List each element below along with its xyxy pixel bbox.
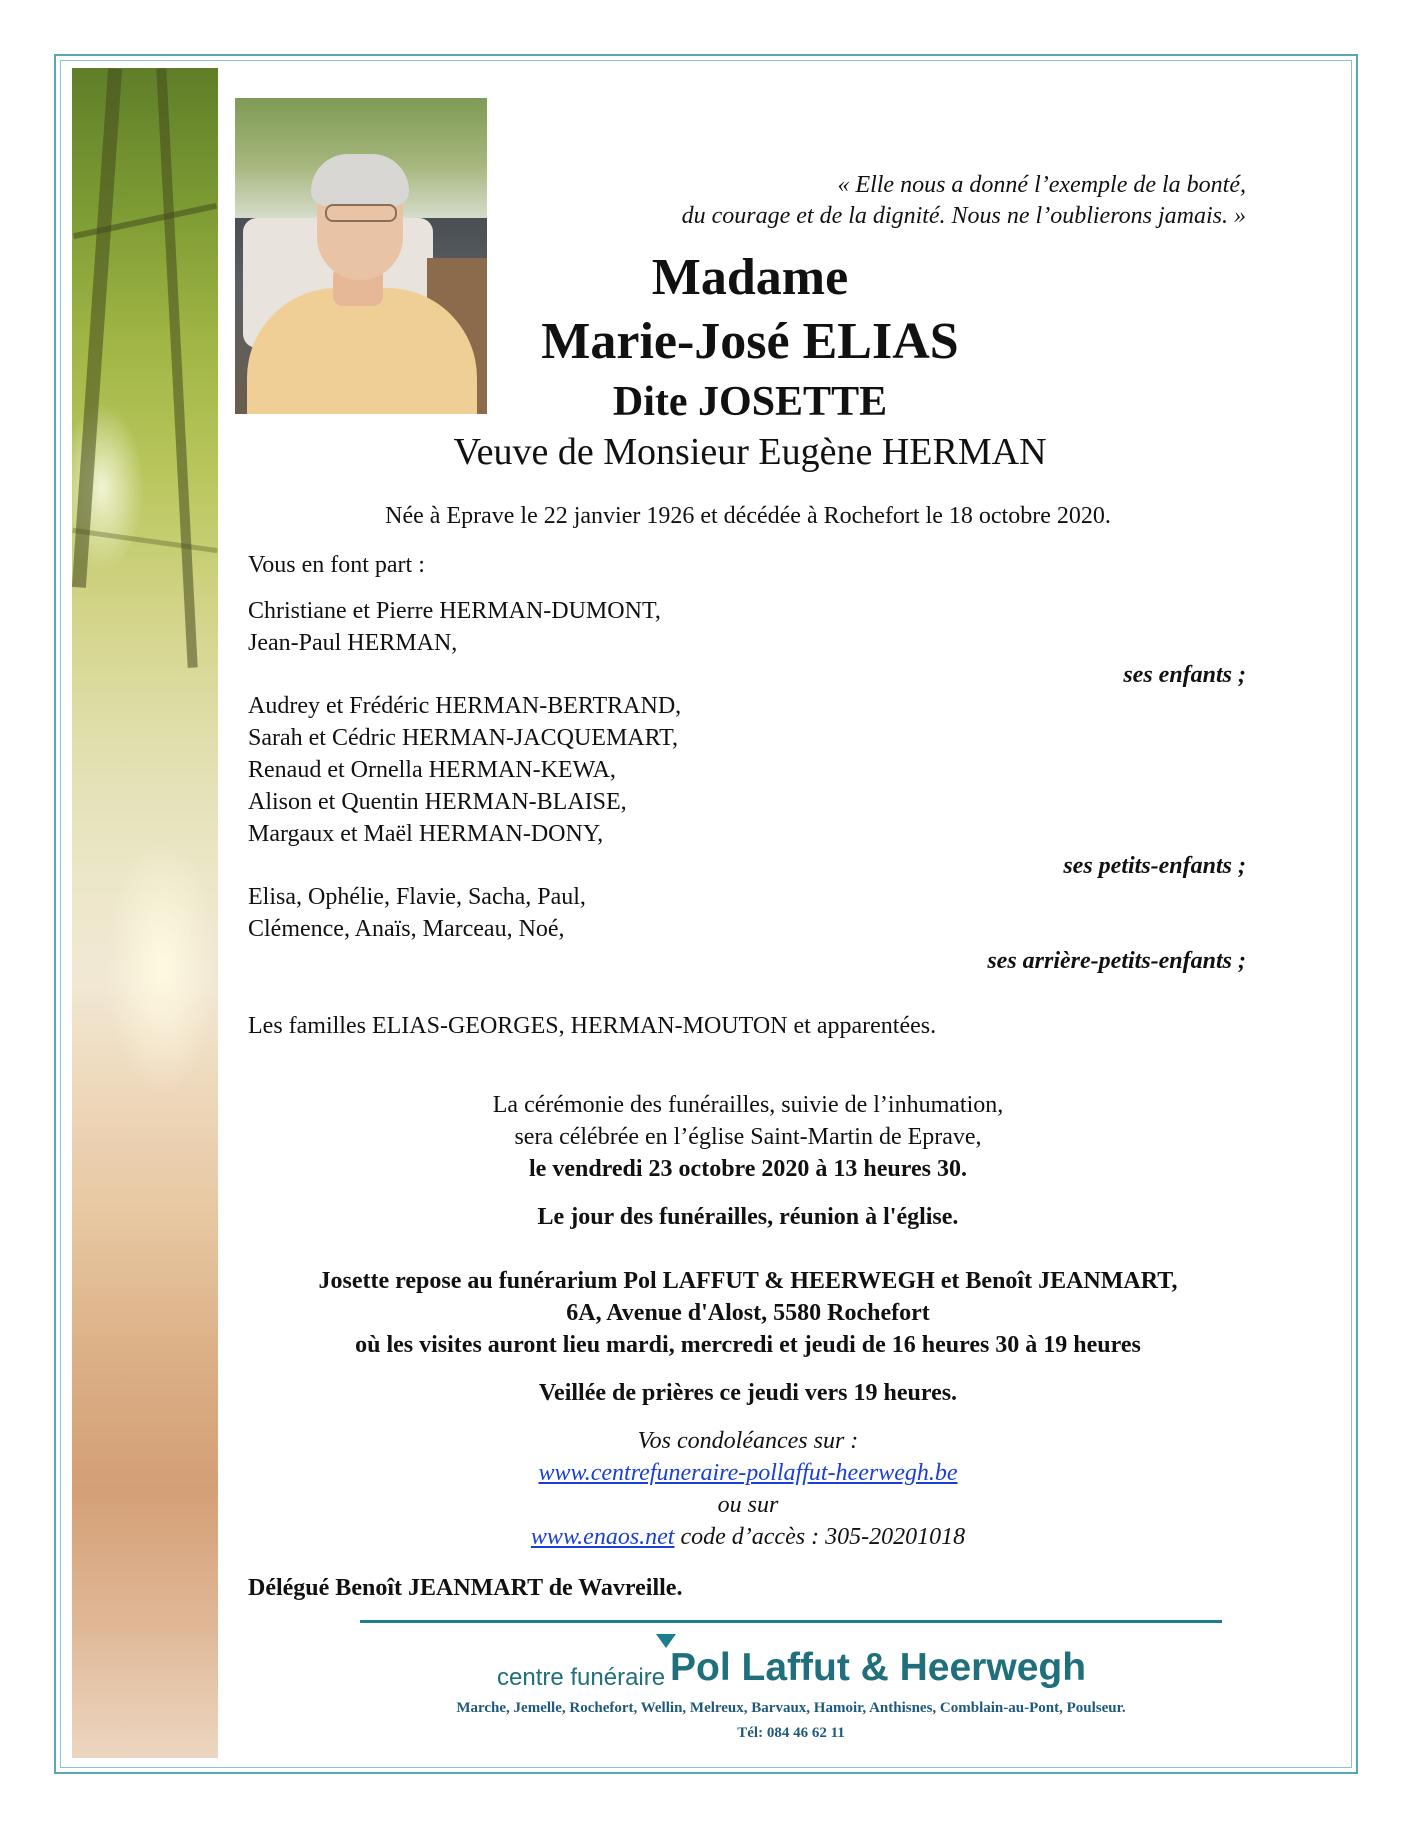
family-member: Margaux et Maël HERMAN-DONY, — [248, 821, 604, 847]
family-member: Renaud et Ornella HERMAN-KEWA, — [248, 757, 616, 783]
family-member: Alison et Quentin HERMAN-BLAISE, — [248, 789, 627, 815]
families-line: Les familles ELIAS-GEORGES, HERMAN-MOUTON et apparentées. — [248, 1013, 937, 1039]
access-code: code d’accès : 305-20201018 — [674, 1524, 966, 1550]
footer-divider — [360, 1620, 1222, 1623]
quote-line-1: « Elle nous a donné l’exemple de la bonté, — [837, 172, 1246, 198]
children-label: ses enfants ; — [1123, 662, 1246, 688]
brand-small-text: centre funéraire — [497, 1664, 666, 1691]
quote-line-2: du courage et de la dignité. Nous ne l’oublierons jamais. » — [681, 203, 1246, 229]
funerarium-address: 6A, Avenue d'Alost, 5580 Rochefort — [566, 1300, 930, 1326]
footer-phone: Tél: 084 46 62 11 — [737, 1725, 845, 1741]
ceremony-line-1: La cérémonie des funérailles, suivie de l’inhumation, — [492, 1092, 1004, 1118]
ceremony-meeting: Le jour des funérailles, réunion à l'église. — [537, 1204, 959, 1230]
widow-of: Veuve de Monsieur Eugène HERMAN — [453, 431, 1047, 473]
footer-towns: Marche, Jemelle, Rochefort, Wellin, Melreux, Barvaux, Hamoir, Anthisnes, Comblain-au-Pont, Poulseur. — [456, 1700, 1126, 1716]
forest-path-decorative-image — [72, 68, 218, 1758]
funerarium-line-1: Josette repose au funérarium Pol LAFFUT & HEERWEGH et Benoît JEANMART, — [318, 1268, 1178, 1294]
brand-logo-text: Pol Laffut & Heerwegh — [670, 1646, 1087, 1689]
family-member: Jean-Paul HERMAN, — [248, 630, 458, 656]
condolences-or: ou sur — [717, 1492, 779, 1518]
visiting-hours: où les visites auront lieu mardi, mercredi et jeudi de 16 heures 30 à 19 heures — [355, 1332, 1141, 1358]
grandchildren-label: ses petits-enfants ; — [1063, 853, 1246, 879]
family-member: Elisa, Ophélie, Flavie, Sacha, Paul, — [248, 884, 586, 910]
ceremony-date: le vendredi 23 octobre 2020 à 13 heures 30. — [529, 1156, 967, 1182]
family-member: Sarah et Cédric HERMAN-JACQUEMART, — [248, 725, 679, 751]
birth-death-dates: Née à Eprave le 22 janvier 1926 et décédée à Rochefort le 18 octobre 2020. — [385, 503, 1111, 529]
announcement-intro: Vous en font part : — [248, 552, 425, 578]
great-grandchildren-label: ses arrière-petits-enfants ; — [987, 948, 1246, 974]
condolences-link-2[interactable]: www.enaos.net — [530, 1524, 675, 1550]
condolences-intro: Vos condoléances sur : — [637, 1428, 859, 1454]
vigil-line: Veillée de prières ce jeudi vers 19 heures. — [538, 1380, 958, 1406]
condolences-link-1[interactable]: www.centrefuneraire-pollaffut-heerwegh.be — [538, 1460, 958, 1486]
family-member: Clémence, Anaïs, Marceau, Noé, — [248, 916, 565, 942]
family-member: Christiane et Pierre HERMAN-DUMONT, — [248, 598, 661, 624]
ceremony-line-2: sera célébrée en l’église Saint-Martin de Eprave, — [514, 1124, 982, 1150]
deceased-nickname: Dite JOSETTE — [612, 379, 888, 425]
deceased-title: Madame — [651, 249, 849, 306]
delegate-line: Délégué Benoît JEANMART de Wavreille. — [248, 1575, 683, 1601]
deceased-name: Marie-José ELIAS — [541, 313, 959, 370]
family-member: Audrey et Frédéric HERMAN-BERTRAND, — [248, 693, 682, 719]
